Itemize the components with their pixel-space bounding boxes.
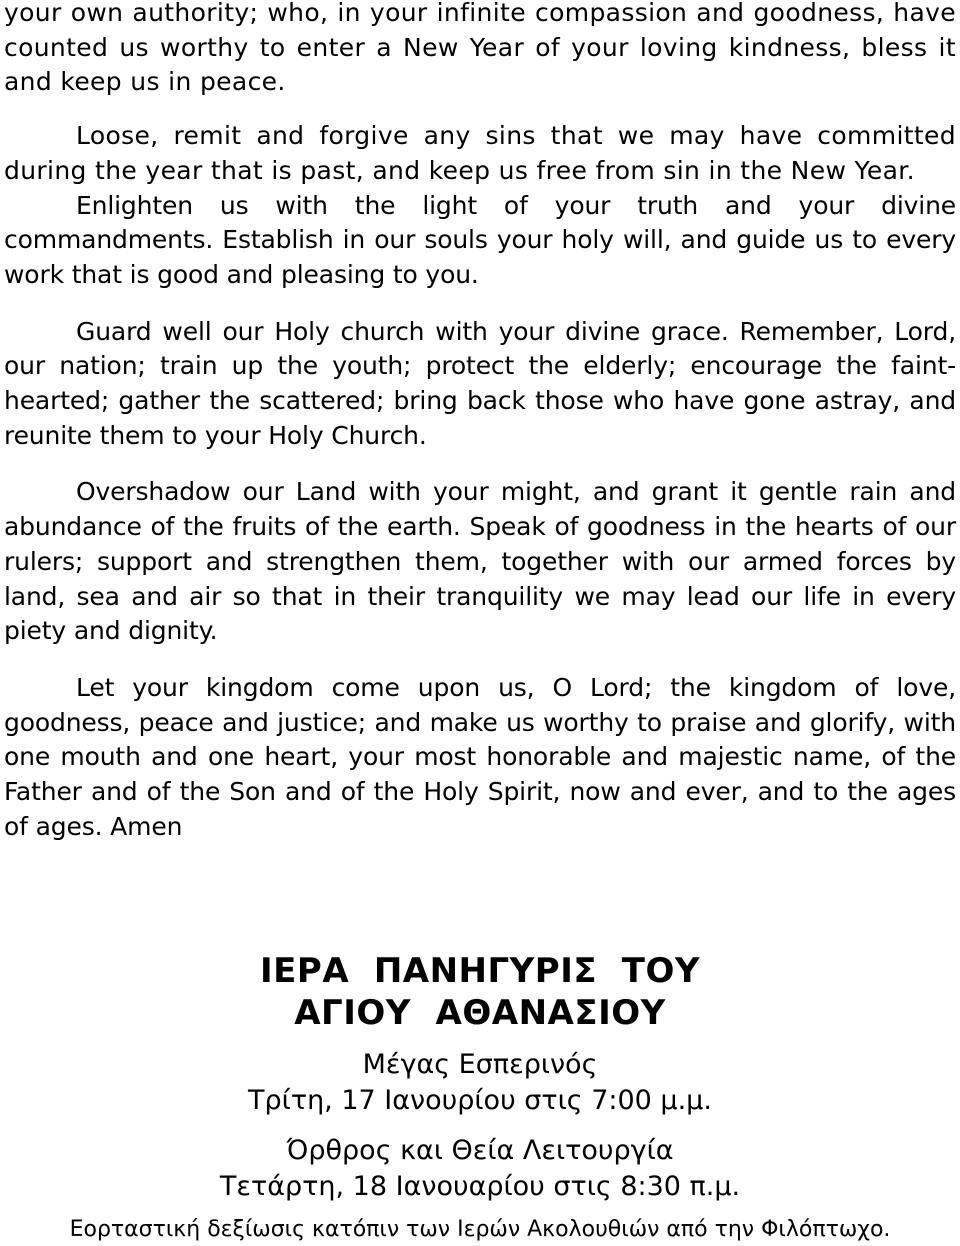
- prayer-paragraph-4: Guard well our Holy church with your divine grace. Remember, Lord, our nation; train up the youth; protect the elderly; encourage the faint-hearted; gather the scattered; bring back those who have gone astray, and reunite them to your Holy Church.: [4, 316, 956, 450]
- prayer-paragraph-2: Loose, remit and forgive any sins that we may have committed during the year that is past, and keep us free from sin in the New Year.: [4, 121, 956, 185]
- prayer-paragraph-6: Let your kingdom come upon us, O Lord; the kingdom of love, goodness, peace and justice; and make us worthy to praise and glorify, with one mouth and one heart, your most honorable and majestic name, of the Father and of the Son and of the Holy Spirit, now and ever, and to the ages of ages. Amen: [4, 672, 956, 841]
- prayer-paragraph-3: Enlighten us with the light of your truth and your divine commandments. Establish in our souls your holy will, and guide us to every work that is good and pleasing to you.: [4, 190, 956, 289]
- vespers-name: Μέγας Εσπερινός: [362, 1049, 598, 1080]
- prayer-paragraph-5: Overshadow our Land with your might, and grant it gentle rain and abundance of the fruits of the earth. Speak of goodness in the hearts of our rulers; support and strengthen them, together with our armed forces by land, sea and air so that in their tranquility we may lead our life in every piety and dignity.: [4, 477, 956, 646]
- prayer-text: [4, 0, 956, 844]
- prayer-paragraph-1: your own authority; who, in your infinite compassion and goodness, have counted us worthy to enter a New Year of your loving kindness, bless it and keep us in peace.: [4, 0, 956, 97]
- feast-title-line-2: ΑΓΙΟΥ ΑΘΑΝΑΣΙΟΥ: [294, 993, 666, 1033]
- liturgy-time: Τετάρτη, 18 Ιανουαρίου στις 8:30 π.μ.: [219, 1171, 741, 1202]
- vespers-time: Τρίτη, 17 Ιανουρίου στις 7:00 μ.μ.: [248, 1085, 712, 1116]
- feast-title-line-1: ΙΕΡΑ ΠΑΝΗΓΥΡΙΣ ΤΟΥ: [260, 951, 700, 991]
- feast-title: [0, 950, 960, 1034]
- reception-note: Εορταστική δεξίωσις κατόπιν των Ιερών Ακολουθιών από την Φιλόπτωχο.: [69, 1217, 891, 1242]
- liturgy-name: Όρθρος και Θεία Λειτουργία: [286, 1135, 674, 1166]
